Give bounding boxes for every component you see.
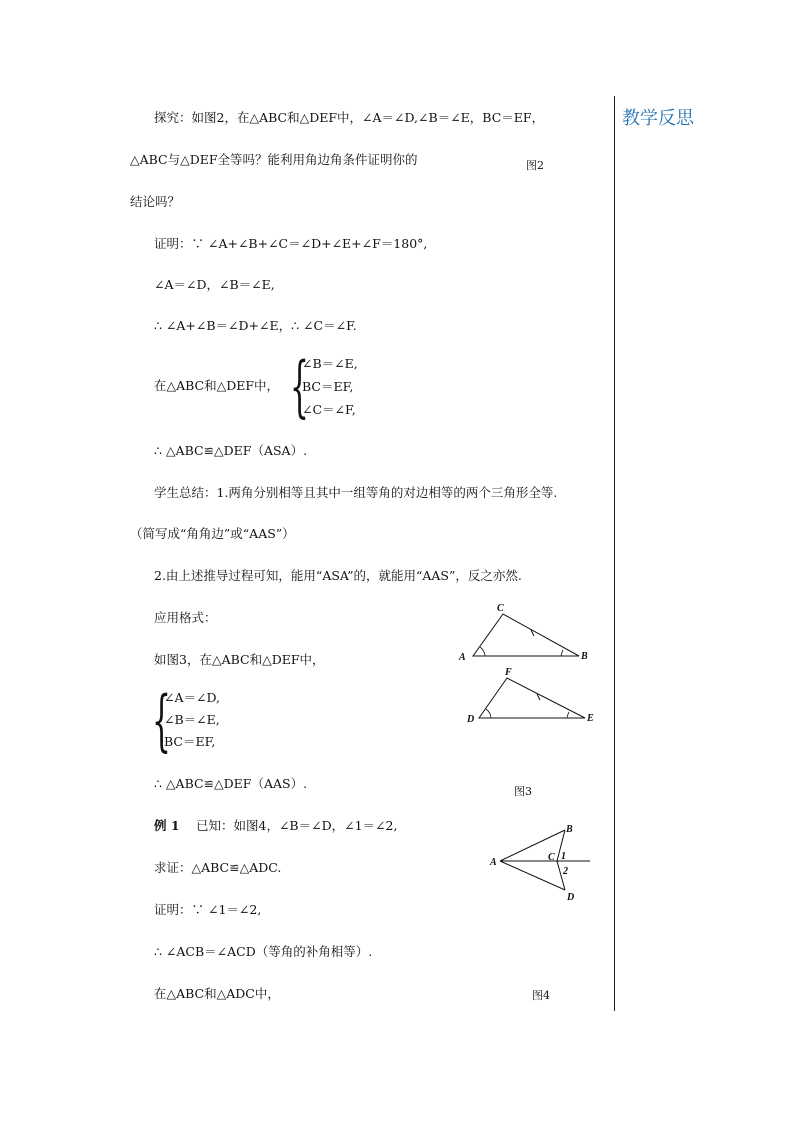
proof1-condition-2: BC＝EF, bbox=[302, 379, 354, 394]
format-conclusion: ∴ △ABC≌△DEF（AAS）. bbox=[154, 776, 308, 791]
proof1-line-3: ∴ ∠A+∠B＝∠D+∠E，∴ ∠C＝∠F. bbox=[154, 318, 357, 333]
summary-line-3: 2.由上述推导过程可知，能用“ASA”的，就能用“AAS”，反之亦然. bbox=[154, 568, 522, 583]
format-line-1: 应用格式： bbox=[154, 610, 217, 625]
explore-line-3: 结论吗？ bbox=[130, 194, 181, 209]
figure-2-label: 图2 bbox=[526, 159, 544, 172]
example-heading: 例 1 bbox=[154, 818, 180, 833]
example-proof-line-2: ∴ ∠ACB＝∠ACD（等角的补角相等）. bbox=[154, 944, 373, 959]
label-c-fig4: C bbox=[548, 852, 555, 863]
example-given: 已知：如图4，∠B＝∠D，∠1＝∠2, bbox=[196, 818, 398, 833]
example-prove: 求证：△ABC≌△ADC. bbox=[154, 860, 282, 875]
angle-1-label: 1 bbox=[561, 851, 566, 862]
segment-ad bbox=[500, 861, 565, 890]
condition-brace-1: { bbox=[290, 348, 309, 425]
proof1-condition-1: ∠B＝∠E, bbox=[302, 356, 358, 371]
label-f: F bbox=[505, 667, 512, 678]
label-b-fig4: B bbox=[566, 824, 573, 835]
label-b: B bbox=[581, 651, 588, 662]
proof1-condition-3: ∠C＝∠F, bbox=[302, 402, 356, 417]
teaching-reflection-title: 教学反思 bbox=[622, 108, 694, 129]
label-d-fig4: D bbox=[567, 892, 575, 903]
summary-line-1: 学生总结：1.两角分别相等且其中一组等角的对边相等的两个三角形全等. bbox=[154, 485, 558, 500]
condition-brace-2: { bbox=[152, 682, 171, 759]
proof1-line-1: 证明：∵ ∠A+∠B+∠C＝∠D+∠E+∠F＝180°, bbox=[154, 236, 428, 251]
format-condition-3: BC＝EF, bbox=[164, 734, 216, 749]
label-e: E bbox=[587, 713, 594, 724]
explore-line-2: △ABC与△DEF全等吗？能利用角边角条件证明你的 bbox=[130, 152, 418, 167]
explore-line-1: 探究：如图2，在△ABC和△DEF中，∠A＝∠D,∠B＝∠E，BC＝EF， bbox=[154, 110, 545, 125]
angle-2-label: 2 bbox=[563, 866, 568, 877]
summary-line-2: （简写成“角角边”或“AAS”） bbox=[130, 526, 295, 541]
proof1-conclusion: ∴ △ABC≌△DEF（ASA）. bbox=[154, 443, 308, 458]
figure-3-triangles bbox=[455, 600, 605, 730]
segment-ab bbox=[500, 830, 565, 861]
label-d: D bbox=[467, 714, 475, 725]
arc-b bbox=[561, 650, 563, 656]
format-condition-2: ∠B＝∠E, bbox=[164, 712, 220, 727]
label-a: A bbox=[459, 652, 466, 663]
example-proof-line-3: 在△ABC和△ADC中， bbox=[154, 986, 280, 1001]
arc-e bbox=[567, 712, 569, 718]
proof1-line-4: 在△ABC和△DEF中， bbox=[154, 378, 280, 393]
figure-4-diagram bbox=[485, 818, 600, 908]
proof1-line-2: ∠A＝∠D，∠B＝∠E, bbox=[154, 277, 275, 292]
triangle-def bbox=[479, 678, 585, 718]
label-a-fig4: A bbox=[490, 857, 497, 868]
margin-divider bbox=[614, 96, 615, 1011]
figure-4-label: 图4 bbox=[532, 989, 550, 1002]
triangle-abc bbox=[473, 614, 579, 656]
example-proof-line-1: 证明：∵ ∠1＝∠2, bbox=[154, 902, 262, 917]
format-line-2: 如图3，在△ABC和△DEF中， bbox=[154, 652, 325, 667]
format-condition-1: ∠A＝∠D, bbox=[164, 690, 221, 705]
label-c: C bbox=[497, 603, 504, 614]
arc-a bbox=[480, 647, 485, 656]
figure-3-label: 图3 bbox=[514, 785, 532, 798]
arc-d bbox=[486, 709, 491, 718]
